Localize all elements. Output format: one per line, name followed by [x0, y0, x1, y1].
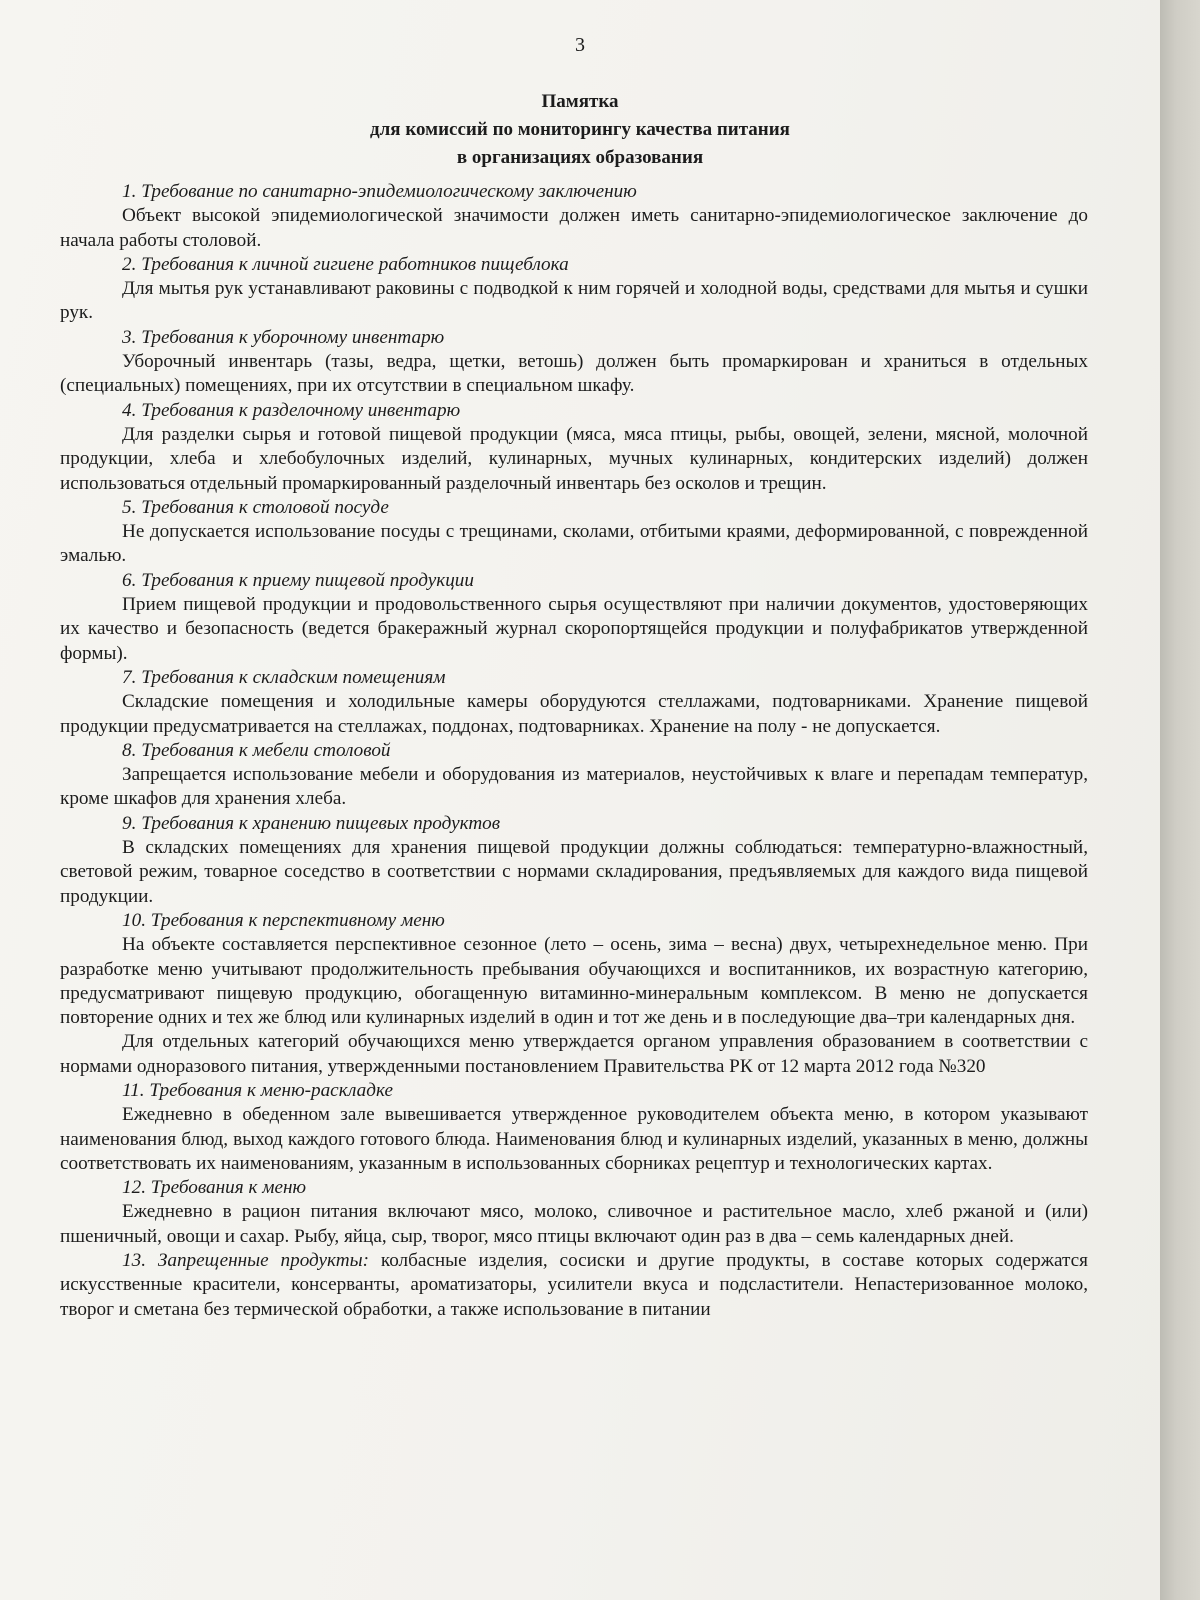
section-1-heading: 1. Требование по санитарно-эпидемиологическому заключению — [122, 181, 637, 202]
page-number: 3 — [575, 34, 585, 56]
section-7-text: Складские помещения и холодильные камеры оборудуются стеллажами, подтоварниками. Хранение пищевой продукции предусматривается на стеллажах, поддонах, подтоварниках. Хранение на полу - не допускается. — [60, 691, 1088, 737]
section-10-text: На объекте составляется перспективное сезонное (лето – осень, зима – весна) двух, четырехнедельное меню. При разработке меню учитывают продолжительность пребывания обучающихся и воспитанников, их возрастную категорию, предусматривают пищевую продукцию, обогащенную витаминно-минеральным комплексом. В меню не допускается повторение одних и тех же блюд или кулинарных изделий в один и тот же день и в последующие два–три календарных дня. — [60, 934, 1088, 1029]
section-12-heading: 12. Требования к меню — [122, 1177, 307, 1199]
section-7-heading: 7. Требования к складским помещениям — [122, 666, 446, 688]
page-edge-background — [1160, 0, 1200, 1600]
section-2-text: Для мытья рук устанавливают раковины с подводкой к ним горячей и холодной воды, средствами для мытья и сушки рук. — [60, 278, 1088, 324]
section-9-text: В складских помещениях для хранения пищевой продукции должны соблюдаться: температурно-влажностный, световой режим, товарное соседство в соответствии с нормами складирования, предъявляемых для каждого вида пищевой продукции. — [60, 837, 1088, 907]
title-line-3: в организациях образования — [456, 147, 704, 168]
section-12-text: Ежедневно в рацион питания включают мясо, молоко, сливочное и растительное масло, хлеб ржаной и (или) пшеничный, овощи и сахар. Рыбу, яйца, сыр, творог, мясо птицы включают один раз в два – семь календарных дней. — [60, 1201, 1088, 1247]
section-13 — [60, 1249, 1088, 1322]
document-title — [0, 88, 1160, 172]
section-6-heading: 6. Требования к приему пищевой продукции — [122, 569, 474, 591]
section-8-text: Запрещается использование мебели и оборудования из материалов, неустойчивых к влаге и перепадам температур, кроме шкафов для хранения хлеба. — [60, 764, 1088, 810]
section-10-text-2: Для отдельных категорий обучающихся меню утверждается органом управления образованием в соответствии с нормами одноразового питания, утвержденными постановлением Правительства РК от 12 марта 2012 года №320 — [60, 1031, 1088, 1077]
section-4-heading: 4. Требования к разделочному инвентарю — [122, 399, 461, 421]
section-10-heading: 10. Требования к перспективному меню — [122, 909, 445, 931]
document-body — [60, 180, 1088, 1322]
section-1-text: Объект высокой эпидемиологической значимости должен иметь санитарно-эпидемиологическое заключение до начала работы столовой. — [60, 205, 1088, 251]
section-5-text: Не допускается использование посуды с трещинами, сколами, отбитыми краями, деформированной, с поврежденной эмалью. — [60, 521, 1088, 567]
title-line-1: Памятка — [541, 91, 619, 112]
section-13-heading: 13. Запрещенные продукты: — [122, 1250, 369, 1272]
section-5-heading: 5. Требования к столовой посуде — [122, 496, 389, 518]
section-6-text: Прием пищевой продукции и продовольственного сырья осуществляют при наличии документов, удостоверяющих их качество и безопасность (ведется бракеражный журнал скоропортящейся продукции и полуфабрикатов утвержденной формы). — [60, 594, 1088, 664]
section-8-heading: 8. Требования к мебели столовой — [122, 739, 391, 761]
section-9-heading: 9. Требования к хранению пищевых продуктов — [122, 812, 501, 834]
section-13-text: колбасные изделия, сосиски и другие продукты, в составе которых содержатся искусственные красители, консерванты, ароматизаторы, усилители вкуса и подсластители. Непастеризованное молоко, творог и сметана без термической обработки, а также использование в питании — [60, 1250, 1088, 1320]
section-11-heading: 11. Требования к меню-раскладке — [122, 1079, 393, 1101]
section-3-text: Уборочный инвентарь (тазы, ведра, щетки, ветошь) должен быть промаркирован и храниться в отдельных (специальных) помещениях, при их отсутствии в специальном шкафу. — [60, 351, 1088, 397]
section-2-heading: 2. Требования к личной гигиене работников пищеблока — [122, 253, 569, 275]
title-line-2: для комиссий по мониторингу качества питания — [370, 119, 790, 140]
section-4-text: Для разделки сырья и готовой пищевой продукции (мяса, мяса птицы, рыбы, овощей, зелени, мясной, молочной продукции, хлеба и хлебобулочных изделий, кулинарных, мучных кулинарных, кондитерских изделий) должен использоваться отдельный промаркированный разделочный инвентарь без осколов и трещин. — [60, 423, 1088, 494]
section-11-text: Ежедневно в обеденном зале вывешивается утвержденное руководителем объекта меню, в котором указывают наименования блюд, выход каждого готового блюда. Наименования блюд и кулинарных изделий, указанных в меню, должны соответствовать их наименованиям, указанным в использованных сборниках рецептур и технологических картах. — [60, 1104, 1088, 1174]
section-3-heading: 3. Требования к уборочному инвентарю — [122, 326, 445, 348]
